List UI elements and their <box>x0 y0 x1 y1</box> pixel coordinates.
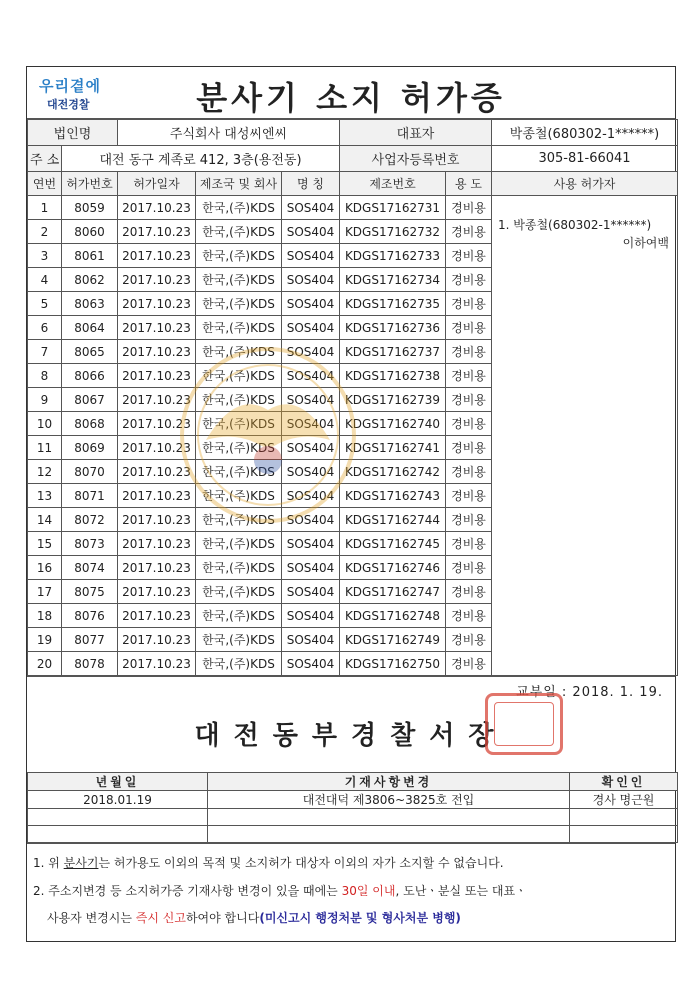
col-model: 명 칭 <box>282 172 340 196</box>
changes-col-change: 기재사항변경 <box>208 773 570 791</box>
row-permit-date: 2017.10.23 <box>118 460 196 484</box>
row-use: 경비용 <box>446 268 492 292</box>
row-maker: 한국,(주)KDS <box>196 460 282 484</box>
row-maker: 한국,(주)KDS <box>196 268 282 292</box>
biz-value: 305-81-66041 <box>492 146 678 172</box>
row-model: SOS404 <box>282 364 340 388</box>
row-model: SOS404 <box>282 292 340 316</box>
row-no: 11 <box>28 436 62 460</box>
row-permit-number: 8074 <box>62 556 118 580</box>
row-maker: 한국,(주)KDS <box>196 196 282 220</box>
permit-holder-end: 이하여백 <box>622 236 669 250</box>
row-serial: KDGS17162735 <box>340 292 446 316</box>
notice-2-deadline: 30일 이내 <box>341 883 396 898</box>
row-permit-number: 8068 <box>62 412 118 436</box>
permit-document <box>26 66 676 942</box>
change-confirm: 경사 명근원 <box>570 791 678 809</box>
row-serial: KDGS17162742 <box>340 460 446 484</box>
row-maker: 한국,(주)KDS <box>196 508 282 532</box>
changes-row <box>28 791 678 809</box>
col-maker: 제조국 및 회사 <box>196 172 282 196</box>
change-confirm <box>570 809 678 826</box>
row-use: 경비용 <box>446 364 492 388</box>
row-no: 8 <box>28 364 62 388</box>
row-maker: 한국,(주)KDS <box>196 340 282 364</box>
row-permit-date: 2017.10.23 <box>118 268 196 292</box>
permit-holder-name: 1. 박종철(680302-1******) <box>498 218 652 232</box>
changes-col-date: 년월일 <box>28 773 208 791</box>
row-model: SOS404 <box>282 628 340 652</box>
row-serial: KDGS17162733 <box>340 244 446 268</box>
biz-label: 사업자등록번호 <box>340 146 492 172</box>
notice-2-pre: 2. 주소지변경 등 소지허가증 기재사항 변경이 있을 때에는 <box>33 883 342 898</box>
change-date: 2018.01.19 <box>28 791 208 809</box>
row-maker: 한국,(주)KDS <box>196 412 282 436</box>
logo-brand: 우리곁에 <box>39 77 101 95</box>
row-permit-number: 8059 <box>62 196 118 220</box>
row-serial: KDGS17162743 <box>340 484 446 508</box>
row-permit-number: 8065 <box>62 340 118 364</box>
row-permit-date: 2017.10.23 <box>118 364 196 388</box>
issue-block <box>27 676 675 772</box>
row-model: SOS404 <box>282 196 340 220</box>
row-use: 경비용 <box>446 604 492 628</box>
row-model: SOS404 <box>282 220 340 244</box>
row-permit-date: 2017.10.23 <box>118 244 196 268</box>
col-no: 연번 <box>28 172 62 196</box>
notice-2-cont <box>33 905 669 933</box>
row-use: 경비용 <box>446 316 492 340</box>
row-serial: KDGS17162744 <box>340 508 446 532</box>
changes-table <box>27 772 678 843</box>
row-serial: KDGS17162750 <box>340 652 446 676</box>
row-maker: 한국,(주)KDS <box>196 652 282 676</box>
change-date <box>28 809 208 826</box>
row-maker: 한국,(주)KDS <box>196 532 282 556</box>
row-no: 20 <box>28 652 62 676</box>
notice-2-penalty: (미신고시 행정처분 및 형사처분 병행) <box>259 911 461 926</box>
row-permit-date: 2017.10.23 <box>118 556 196 580</box>
row-no: 2 <box>28 220 62 244</box>
row-permit-number: 8076 <box>62 604 118 628</box>
corp-row <box>28 120 678 146</box>
row-permit-number: 8072 <box>62 508 118 532</box>
changes-row <box>28 809 678 826</box>
row-permit-date: 2017.10.23 <box>118 292 196 316</box>
issue-date: 교부일 : 2018. 1. 19. <box>516 685 663 700</box>
row-model: SOS404 <box>282 244 340 268</box>
corp-label: 법인명 <box>28 120 118 146</box>
row-serial: KDGS17162741 <box>340 436 446 460</box>
row-no: 19 <box>28 628 62 652</box>
column-header-row <box>28 172 678 196</box>
row-permit-number: 8078 <box>62 652 118 676</box>
change-content <box>208 826 570 843</box>
changes-col-confirm: 확인인 <box>570 773 678 791</box>
row-model: SOS404 <box>282 652 340 676</box>
row-serial: KDGS17162736 <box>340 316 446 340</box>
changes-header-row <box>28 773 678 791</box>
row-maker: 한국,(주)KDS <box>196 388 282 412</box>
row-use: 경비용 <box>446 244 492 268</box>
row-serial: KDGS17162738 <box>340 364 446 388</box>
row-model: SOS404 <box>282 436 340 460</box>
row-no: 15 <box>28 532 62 556</box>
permit-table <box>27 119 678 676</box>
row-permit-number: 8061 <box>62 244 118 268</box>
row-permit-number: 8077 <box>62 628 118 652</box>
permit-holder-cell <box>492 196 678 676</box>
row-model: SOS404 <box>282 340 340 364</box>
row-permit-number: 8063 <box>62 292 118 316</box>
notice-2-line2-pre: 사용자 변경시는 <box>47 911 136 926</box>
addr-value: 대전 동구 계족로 412, 3층(용전동) <box>62 146 340 172</box>
row-permit-date: 2017.10.23 <box>118 604 196 628</box>
row-model: SOS404 <box>282 532 340 556</box>
row-permit-date: 2017.10.23 <box>118 628 196 652</box>
row-use: 경비용 <box>446 580 492 604</box>
row-no: 14 <box>28 508 62 532</box>
row-model: SOS404 <box>282 268 340 292</box>
row-permit-date: 2017.10.23 <box>118 484 196 508</box>
row-no: 7 <box>28 340 62 364</box>
row-maker: 한국,(주)KDS <box>196 436 282 460</box>
notice-2 <box>33 878 669 906</box>
row-serial: KDGS17162748 <box>340 604 446 628</box>
row-permit-date: 2017.10.23 <box>118 508 196 532</box>
row-use: 경비용 <box>446 508 492 532</box>
row-no: 12 <box>28 460 62 484</box>
row-serial: KDGS17162740 <box>340 412 446 436</box>
row-serial: KDGS17162734 <box>340 268 446 292</box>
row-permit-number: 8070 <box>62 460 118 484</box>
row-permit-date: 2017.10.23 <box>118 436 196 460</box>
row-permit-number: 8069 <box>62 436 118 460</box>
row-model: SOS404 <box>282 412 340 436</box>
row-maker: 한국,(주)KDS <box>196 484 282 508</box>
row-maker: 한국,(주)KDS <box>196 604 282 628</box>
notice-2-post: 하여야 합니다 <box>185 911 260 926</box>
row-maker: 한국,(주)KDS <box>196 580 282 604</box>
row-maker: 한국,(주)KDS <box>196 244 282 268</box>
row-use: 경비용 <box>446 412 492 436</box>
change-content <box>208 809 570 826</box>
row-serial: KDGS17162732 <box>340 220 446 244</box>
row-use: 경비용 <box>446 292 492 316</box>
row-no: 13 <box>28 484 62 508</box>
row-permit-date: 2017.10.23 <box>118 316 196 340</box>
row-permit-number: 8066 <box>62 364 118 388</box>
notice-1-underlined: 분사기 <box>63 856 99 870</box>
col-date: 허가일자 <box>118 172 196 196</box>
row-permit-date: 2017.10.23 <box>118 340 196 364</box>
row-maker: 한국,(주)KDS <box>196 220 282 244</box>
row-no: 1 <box>28 196 62 220</box>
row-use: 경비용 <box>446 196 492 220</box>
row-serial: KDGS17162731 <box>340 196 446 220</box>
row-maker: 한국,(주)KDS <box>196 556 282 580</box>
row-permit-number: 8073 <box>62 532 118 556</box>
row-permit-number: 8071 <box>62 484 118 508</box>
permit-rows <box>28 196 678 676</box>
row-use: 경비용 <box>446 220 492 244</box>
document-title: 분사기 소지 허가증 <box>196 79 506 117</box>
row-use: 경비용 <box>446 460 492 484</box>
row-permit-date: 2017.10.23 <box>118 220 196 244</box>
row-no: 18 <box>28 604 62 628</box>
addr-label: 주 소 <box>28 146 62 172</box>
row-permit-date: 2017.10.23 <box>118 196 196 220</box>
row-permit-number: 8060 <box>62 220 118 244</box>
row-permit-number: 8064 <box>62 316 118 340</box>
row-permit-number: 8067 <box>62 388 118 412</box>
row-maker: 한국,(주)KDS <box>196 316 282 340</box>
row-model: SOS404 <box>282 316 340 340</box>
row-no: 6 <box>28 316 62 340</box>
notice-1-post: 는 허가용도 이외의 목적 및 소지허가 대상자 이외의 자가 소지할 수 없습니다. <box>98 856 504 870</box>
row-model: SOS404 <box>282 484 340 508</box>
row-use: 경비용 <box>446 628 492 652</box>
row-serial: KDGS17162749 <box>340 628 446 652</box>
row-serial: KDGS17162747 <box>340 580 446 604</box>
row-maker: 한국,(주)KDS <box>196 364 282 388</box>
row-permit-date: 2017.10.23 <box>118 532 196 556</box>
row-use: 경비용 <box>446 340 492 364</box>
row-no: 16 <box>28 556 62 580</box>
issuer-name: 대전동부경찰서장 <box>194 721 508 751</box>
row-permit-date: 2017.10.23 <box>118 580 196 604</box>
col-serial: 제조번호 <box>340 172 446 196</box>
notice-1 <box>33 850 669 878</box>
address-row <box>28 146 678 172</box>
changes-row <box>28 826 678 843</box>
row-model: SOS404 <box>282 508 340 532</box>
row-model: SOS404 <box>282 604 340 628</box>
notice-2-immediate: 즉시 신고 <box>135 911 186 926</box>
row-serial: KDGS17162746 <box>340 556 446 580</box>
logo-subtitle: 대전경찰 <box>47 98 90 111</box>
row-permit-number: 8062 <box>62 268 118 292</box>
change-content: 대전대덕 제3806~3825호 전입 <box>208 791 570 809</box>
row-use: 경비용 <box>446 388 492 412</box>
row-permit-date: 2017.10.23 <box>118 412 196 436</box>
row-serial: KDGS17162737 <box>340 340 446 364</box>
row-model: SOS404 <box>282 556 340 580</box>
notice-2-mid: , 도난ㆍ분실 또는 대표ㆍ <box>395 883 527 898</box>
row-no: 5 <box>28 292 62 316</box>
rep-name: 박종철(680302-1******) <box>492 120 678 146</box>
row-use: 경비용 <box>446 436 492 460</box>
row-model: SOS404 <box>282 460 340 484</box>
row-use: 경비용 <box>446 556 492 580</box>
row-model: SOS404 <box>282 388 340 412</box>
change-confirm <box>570 826 678 843</box>
row-maker: 한국,(주)KDS <box>196 628 282 652</box>
change-date <box>28 826 208 843</box>
row-no: 9 <box>28 388 62 412</box>
row-permit-date: 2017.10.23 <box>118 652 196 676</box>
notice-1-pre: 1. 위 <box>33 856 64 870</box>
permit-row <box>28 196 678 220</box>
notice-section <box>27 843 675 941</box>
corp-name: 주식회사 대성씨엔씨 <box>118 120 340 146</box>
row-no: 10 <box>28 412 62 436</box>
row-no: 4 <box>28 268 62 292</box>
row-no: 3 <box>28 244 62 268</box>
row-permit-number: 8075 <box>62 580 118 604</box>
row-no: 17 <box>28 580 62 604</box>
row-serial: KDGS17162745 <box>340 532 446 556</box>
row-serial: KDGS17162739 <box>340 388 446 412</box>
row-use: 경비용 <box>446 532 492 556</box>
col-use: 용 도 <box>446 172 492 196</box>
row-maker: 한국,(주)KDS <box>196 292 282 316</box>
row-use: 경비용 <box>446 652 492 676</box>
rep-label: 대표자 <box>340 120 492 146</box>
official-seal-icon <box>485 693 563 755</box>
document-header <box>27 67 675 119</box>
row-model: SOS404 <box>282 580 340 604</box>
col-holder: 사용 허가자 <box>492 172 678 196</box>
col-permit: 허가번호 <box>62 172 118 196</box>
row-permit-date: 2017.10.23 <box>118 388 196 412</box>
row-use: 경비용 <box>446 484 492 508</box>
